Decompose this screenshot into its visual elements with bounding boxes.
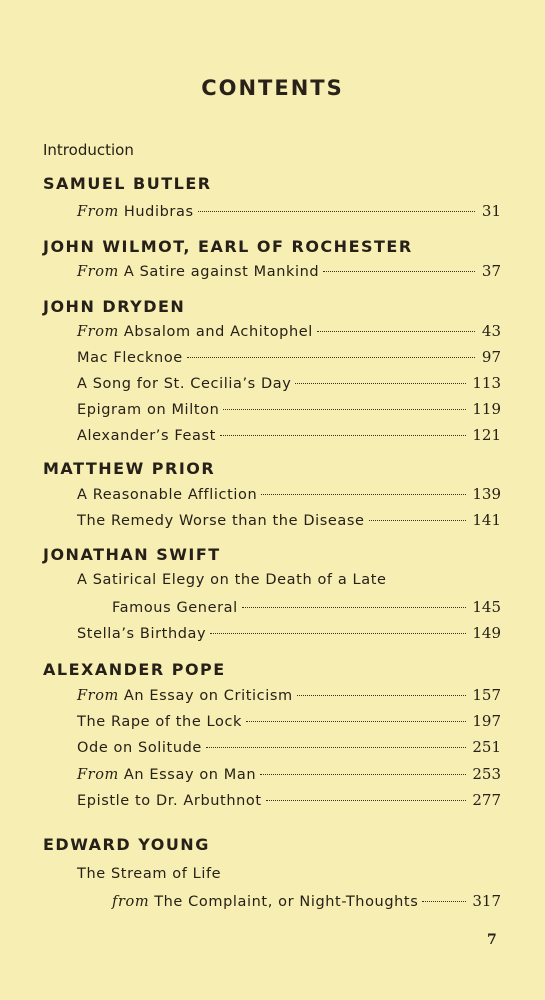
toc-entry [77,738,501,758]
page-number: 121 [472,426,501,444]
from-prefix: From [77,767,119,783]
dot-leader [260,774,466,775]
dot-leader [369,520,467,521]
dot-leader [210,633,466,634]
toc-entry [77,624,501,644]
from-prefix: From [77,324,119,340]
toc-entry [77,712,501,732]
author-heading: ALEXANDER POPE [43,660,226,679]
author-heading: JOHN WILMOT, EARL OF ROCHESTER [43,237,413,256]
dot-leader [242,607,467,608]
page-title: CONTENTS [201,76,344,100]
page-folio: 7 [487,932,497,948]
entry-title: A Song for St. Cecilia’s Day [77,376,292,392]
entry-title: An Essay on Man [123,767,257,783]
toc-entry [77,322,501,342]
page-number: 43 [481,322,501,340]
dot-leader [323,271,475,272]
toc-entry [77,400,501,420]
dot-leader [206,747,466,748]
dot-leader [297,695,467,696]
dot-leader [266,800,467,801]
entry-title: The Remedy Worse than the Disease [77,513,365,529]
entry-title: Famous General [112,600,238,616]
author-heading: JONATHAN SWIFT [43,545,221,564]
entry-title: Absalom and Achitophel [123,324,313,340]
entry-title: Mac Flecknoe [77,350,183,366]
entry-title: Hudibras [123,204,194,220]
toc-entry [77,485,501,505]
entry-title: The Rape of the Lock [77,714,243,730]
page-number: 97 [481,348,501,366]
page-number: 253 [472,765,501,783]
toc-entry [77,262,501,282]
from-prefix: From [77,688,119,704]
page-number: 145 [472,598,501,616]
toc-entry [77,765,501,785]
page-number: 317 [472,892,501,910]
entry-title: A Satire against Mankind [123,264,320,280]
entry-title: Stella’s Birthday [77,626,207,642]
entry-title: Alexander’s Feast [77,428,216,444]
page-number: 157 [472,686,501,704]
page-number: 113 [472,374,501,392]
toc-entry-continuation [112,598,501,618]
dot-leader [317,331,475,332]
page-number: 197 [472,712,501,730]
toc-entry [77,426,501,446]
author-heading: MATTHEW PRIOR [43,459,216,478]
author-heading: EDWARD YOUNG [43,835,210,854]
entry-title: The Stream of Life [77,866,222,882]
dot-leader [422,901,466,902]
from-prefix: From [77,264,119,280]
dot-leader [198,211,475,212]
toc-entry [77,348,501,368]
toc-entry [77,686,501,706]
from-prefix: from [112,894,150,910]
toc-entry [77,866,501,886]
dot-leader [295,383,466,384]
entry-title: A Satirical Elegy on the Death of a Late [77,572,387,588]
page-number: 251 [472,738,501,756]
page-number: 119 [472,400,501,418]
dot-leader [220,435,466,436]
page-number: 141 [472,511,501,529]
toc-entry [77,572,501,592]
introduction-entry: Introduction [43,141,134,159]
dot-leader [187,357,475,358]
page-number: 31 [481,202,501,220]
entry-title: The Complaint, or Night-Thoughts [154,894,419,910]
dot-leader [246,721,466,722]
toc-entry-continuation [112,892,501,912]
page-number: 149 [472,624,501,642]
toc-entry [77,511,501,531]
entry-title: Ode on Solitude [77,740,202,756]
page-number: 139 [472,485,501,503]
dot-leader [261,494,466,495]
author-heading: JOHN DRYDEN [43,297,186,316]
entry-title: Epigram on Milton [77,402,220,418]
toc-entry [77,202,501,222]
entry-title: An Essay on Criticism [123,688,293,704]
toc-entry [77,374,501,394]
page-number: 37 [481,262,501,280]
author-heading: SAMUEL BUTLER [43,174,212,193]
from-prefix: From [77,204,119,220]
dot-leader [223,409,466,410]
toc-entry [77,791,501,811]
entry-title: Epistle to Dr. Arbuthnot [77,793,262,809]
page-number: 277 [472,791,501,809]
entry-title: A Reasonable Affliction [77,487,258,503]
